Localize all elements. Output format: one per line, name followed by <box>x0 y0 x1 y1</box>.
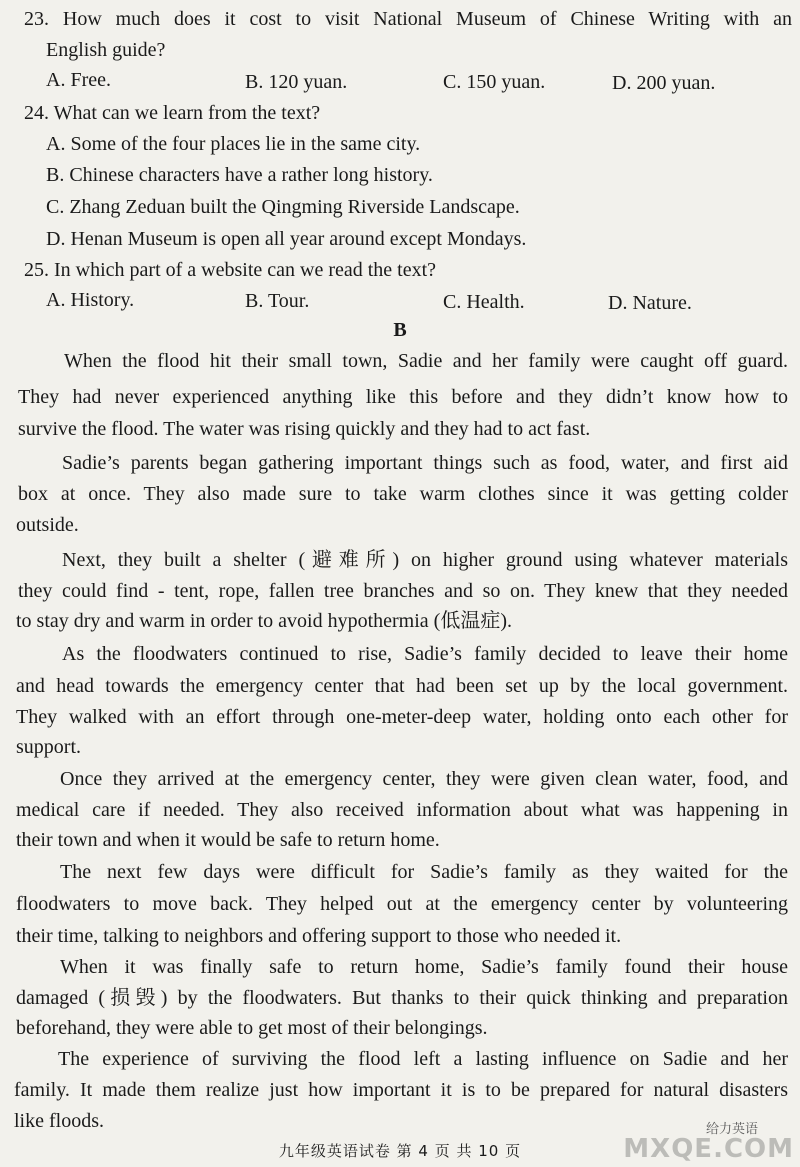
passage-line: Once they arrived at the emergency center, they were given clean water, food, and <box>60 768 788 790</box>
passage-line: and head towards the emergency center that had been set up by the local government. <box>16 675 788 697</box>
passage-line: medical care if needed. They also received information about what was happening in <box>16 799 788 821</box>
q23-option-c: C. 150 yuan. <box>443 71 546 93</box>
q23-stem-line-1: 23. How much does it cost to visit National Museum of Chinese Writing with an <box>24 8 792 30</box>
q24-stem: 24. What can we learn from the text? <box>24 102 321 124</box>
q24-option-d: D. Henan Museum is open all year around except Mondays. <box>46 228 527 250</box>
passage-line: survive the flood. The water was rising quickly and they had to act fast. <box>18 418 591 440</box>
passage-line: family. It made them realize just how important it is to be prepared for natural disasters <box>14 1079 788 1101</box>
q24-option-a: A. Some of the four places lie in the same city. <box>46 133 421 155</box>
passage-line: Sadie’s parents began gathering important things such as food, water, and first aid <box>62 452 788 474</box>
q23-option-a: A. Free. <box>46 69 111 91</box>
section-b-heading: B <box>393 319 407 341</box>
q25-option-d: D. Nature. <box>608 292 692 314</box>
q25-option-a: A. History. <box>46 289 135 311</box>
q24-option-c: C. Zhang Zeduan built the Qingming Riverside Landscape. <box>46 196 520 218</box>
passage-line: They had never experienced anything like this before and they didn’t know how to <box>18 386 788 408</box>
passage-line: like floods. <box>14 1110 104 1132</box>
q25-stem: 25. In which part of a website can we read the text? <box>24 259 437 281</box>
q23-option-b: B. 120 yuan. <box>245 71 348 93</box>
page-footer: 九年级英语试卷 第 4 页 共 10 页 <box>278 1142 522 1160</box>
passage-line: to stay dry and warm in order to avoid hypothermia (低温症). <box>16 610 512 632</box>
passage-line: damaged (损毁) by the floodwaters. But thanks to their quick thinking and preparation <box>16 987 788 1009</box>
watermark-badge: 给力英语 <box>706 1122 759 1137</box>
q25-option-c: C. Health. <box>443 291 525 313</box>
passage-line: support. <box>16 736 81 758</box>
passage-line: floodwaters to move back. They helped out at the emergency center by volunteering <box>16 893 788 915</box>
passage-line: The experience of surviving the flood left a lasting influence on Sadie and her <box>58 1048 788 1070</box>
q23-stem-line-2: English guide? <box>46 39 166 61</box>
q25-option-b: B. Tour. <box>245 290 310 312</box>
passage-line: When it was finally safe to return home, Sadie’s family found their house <box>60 956 788 978</box>
passage-line: their town and when it would be safe to return home. <box>16 829 440 851</box>
passage-line: outside. <box>16 514 79 536</box>
passage-line: The next few days were difficult for Sadie’s family as they waited for the <box>60 861 788 883</box>
passage-line: They walked with an effort through one-meter-deep water, holding onto each other for <box>16 706 788 728</box>
passage-line: their time, talking to neighbors and offering support to those who needed it. <box>16 925 622 947</box>
watermark-text: MXQE.COM <box>623 1134 794 1164</box>
passage-line: Next, they built a shelter (避难所) on higher ground using whatever materials <box>62 549 788 571</box>
q23-option-d: D. 200 yuan. <box>612 72 716 94</box>
passage-line: When the flood hit their small town, Sadie and her family were caught off guard. <box>64 350 788 372</box>
passage-line: As the floodwaters continued to rise, Sadie’s family decided to leave their home <box>62 643 788 665</box>
passage-line: box at once. They also made sure to take warm clothes since it was getting colder <box>18 483 788 505</box>
q24-option-b: B. Chinese characters have a rather long history. <box>46 164 433 186</box>
passage-line: they could find - tent, rope, fallen tree branches and so on. They knew that they needed <box>18 580 788 602</box>
passage-line: beforehand, they were able to get most of their belongings. <box>16 1017 488 1039</box>
